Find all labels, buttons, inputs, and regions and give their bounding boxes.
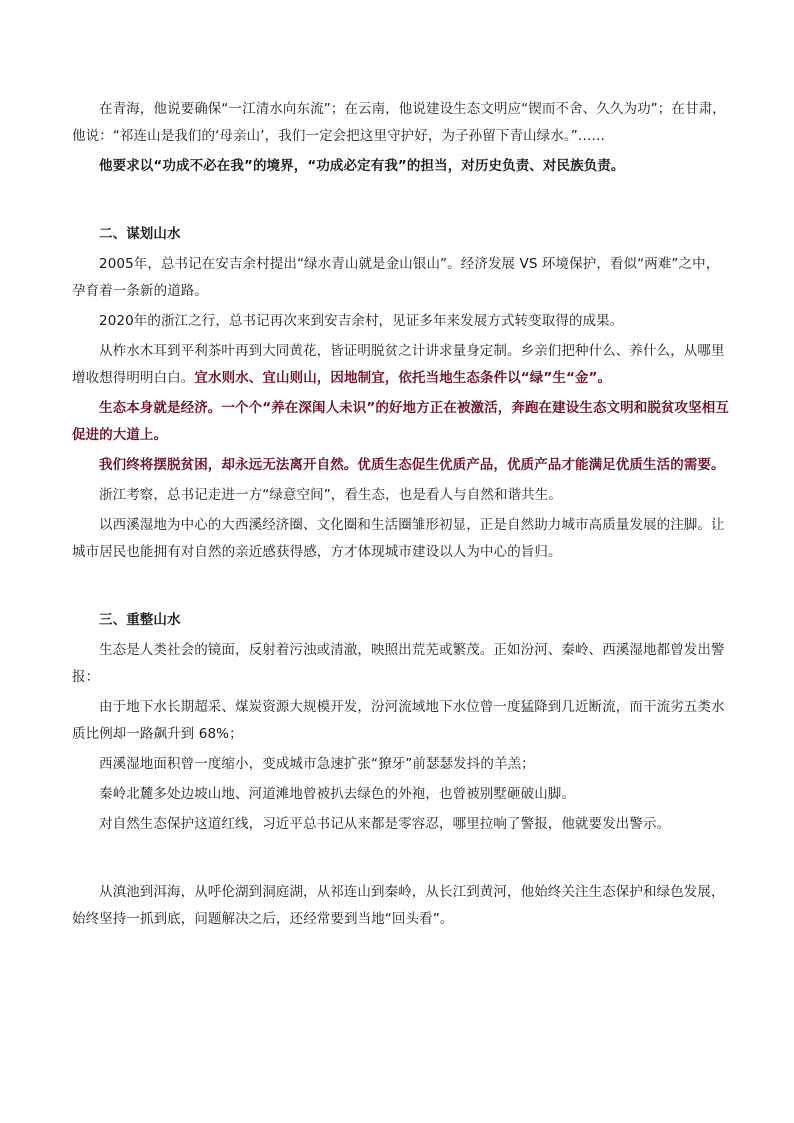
paragraph-green-space: 浙江考察，总书记走进一方“绿意空间”，看生态，也是看人与自然和谐共生。 <box>99 487 562 503</box>
paragraph-red-line: 对自然生态保护这道红线，习近平总书记从来都是零容忍，哪里拉响了警报，他就要发出警示。 <box>99 816 671 832</box>
paragraph-fenhe: 由于地下水长期超采、煤炭资源大规模开发，汾河流域地下水位曾一度猛降到几近断流，而干流劣五类水质比例却一路飙升到 68%； <box>72 699 725 742</box>
paragraph-2005-anji: 2005年，总书记在安吉余村提出“绿水青山就是金山银山”。经济发展 VS 环境保护，看似“两难”之中，孕育着一条新的道路。 <box>72 256 720 299</box>
paragraph-ecology-mirror: 生态是人类社会的镜面，反射着污浊或清澈，映照出荒芜或繁茂。正如汾河、秦岭、西溪湿地都曾发出警报： <box>72 642 725 685</box>
paragraph-dianchi-erhai: 从滇池到洱海，从呼伦湖到洞庭湖，从祁连山到秦岭，从长江到黄河，他始终关注生态保护和绿色发展，始终坚持一抓到底，问题解决之后，还经常要到当地“回头看”。 <box>72 884 725 927</box>
paragraph-poverty-tailored <box>72 338 732 392</box>
paragraph-poverty-normal: 从柞水木耳到平利茶叶再到大同黄花，皆证明脱贫之计讲求量身定制。乡亲们把种什么、养什么，从哪里增收想得明明白白。 <box>72 343 725 386</box>
paragraph-quality-ecology: 我们终将摆脱贫困，却永远无法离开自然。优质生态促生优质产品，优质产品才能满足优质生活的需要。 <box>99 457 725 473</box>
section-gap <box>72 180 732 221</box>
paragraph-xixi-shrink: 西溪湿地面积曾一度缩小，变成城市急速扩张“獠牙”前瑟瑟发抖的羊羔； <box>99 756 535 772</box>
section-heading-chongzheng: 三、重整山水 <box>99 612 181 628</box>
paragraph-ecology-economy-a: 生态本身就是经济。一个个“养在深闺人未识”的好地方正在被激活， <box>99 400 512 416</box>
paragraph-ecology-economy <box>72 395 732 449</box>
paragraph-qinghai-yunnan-gansu: 在青海，他说要确保“一江清水向东流”；在云南，他说建设生态文明应“锲而不舍、久久为功”；在甘肃，他说：“祁连山是我们的‘母亲山’，我们一定会把这里守护好，为子孙留下青山绿水。”…… <box>72 101 726 144</box>
paragraph-xixi-wetland: 以西溪湿地为中心的大西溪经济圈、文化圈和生活圈雏形初显，正是自然助力城市高质量发展的注脚。让城市居民也能拥有对自然的亲近感获得感，方才体现城市建设以人为中心的旨归。 <box>72 517 725 560</box>
paragraph-ecology-economy-b: 奔跑在建设生态文明和脱贫攻坚相互促进的大道上。 <box>72 400 729 443</box>
paragraph-2020-zhejiang: 2020年的浙江之行，总书记再次来到安吉余村，见证多年来发展方式转变取得的成果。 <box>99 313 624 329</box>
paragraph-qinling: 秦岭北麓多处边坡山地、河道滩地曾被扒去绿色的外袍，也曾被别墅砸破山脚。 <box>99 786 575 802</box>
paragraph-poverty-red: 宜水则水、宜山则山，因地制宜，依托当地生态条件以“绿”生“金”。 <box>194 370 612 386</box>
paragraph-gongcheng-bold: 他要求以“功成不必在我”的境界，“功成必定有我”的担当，对历史负责、对民族负责。 <box>99 158 625 174</box>
section-gap <box>72 566 732 607</box>
section-gap <box>72 838 732 879</box>
section-heading-mouhua: 二、谋划山水 <box>99 226 181 242</box>
document-body <box>72 96 732 933</box>
